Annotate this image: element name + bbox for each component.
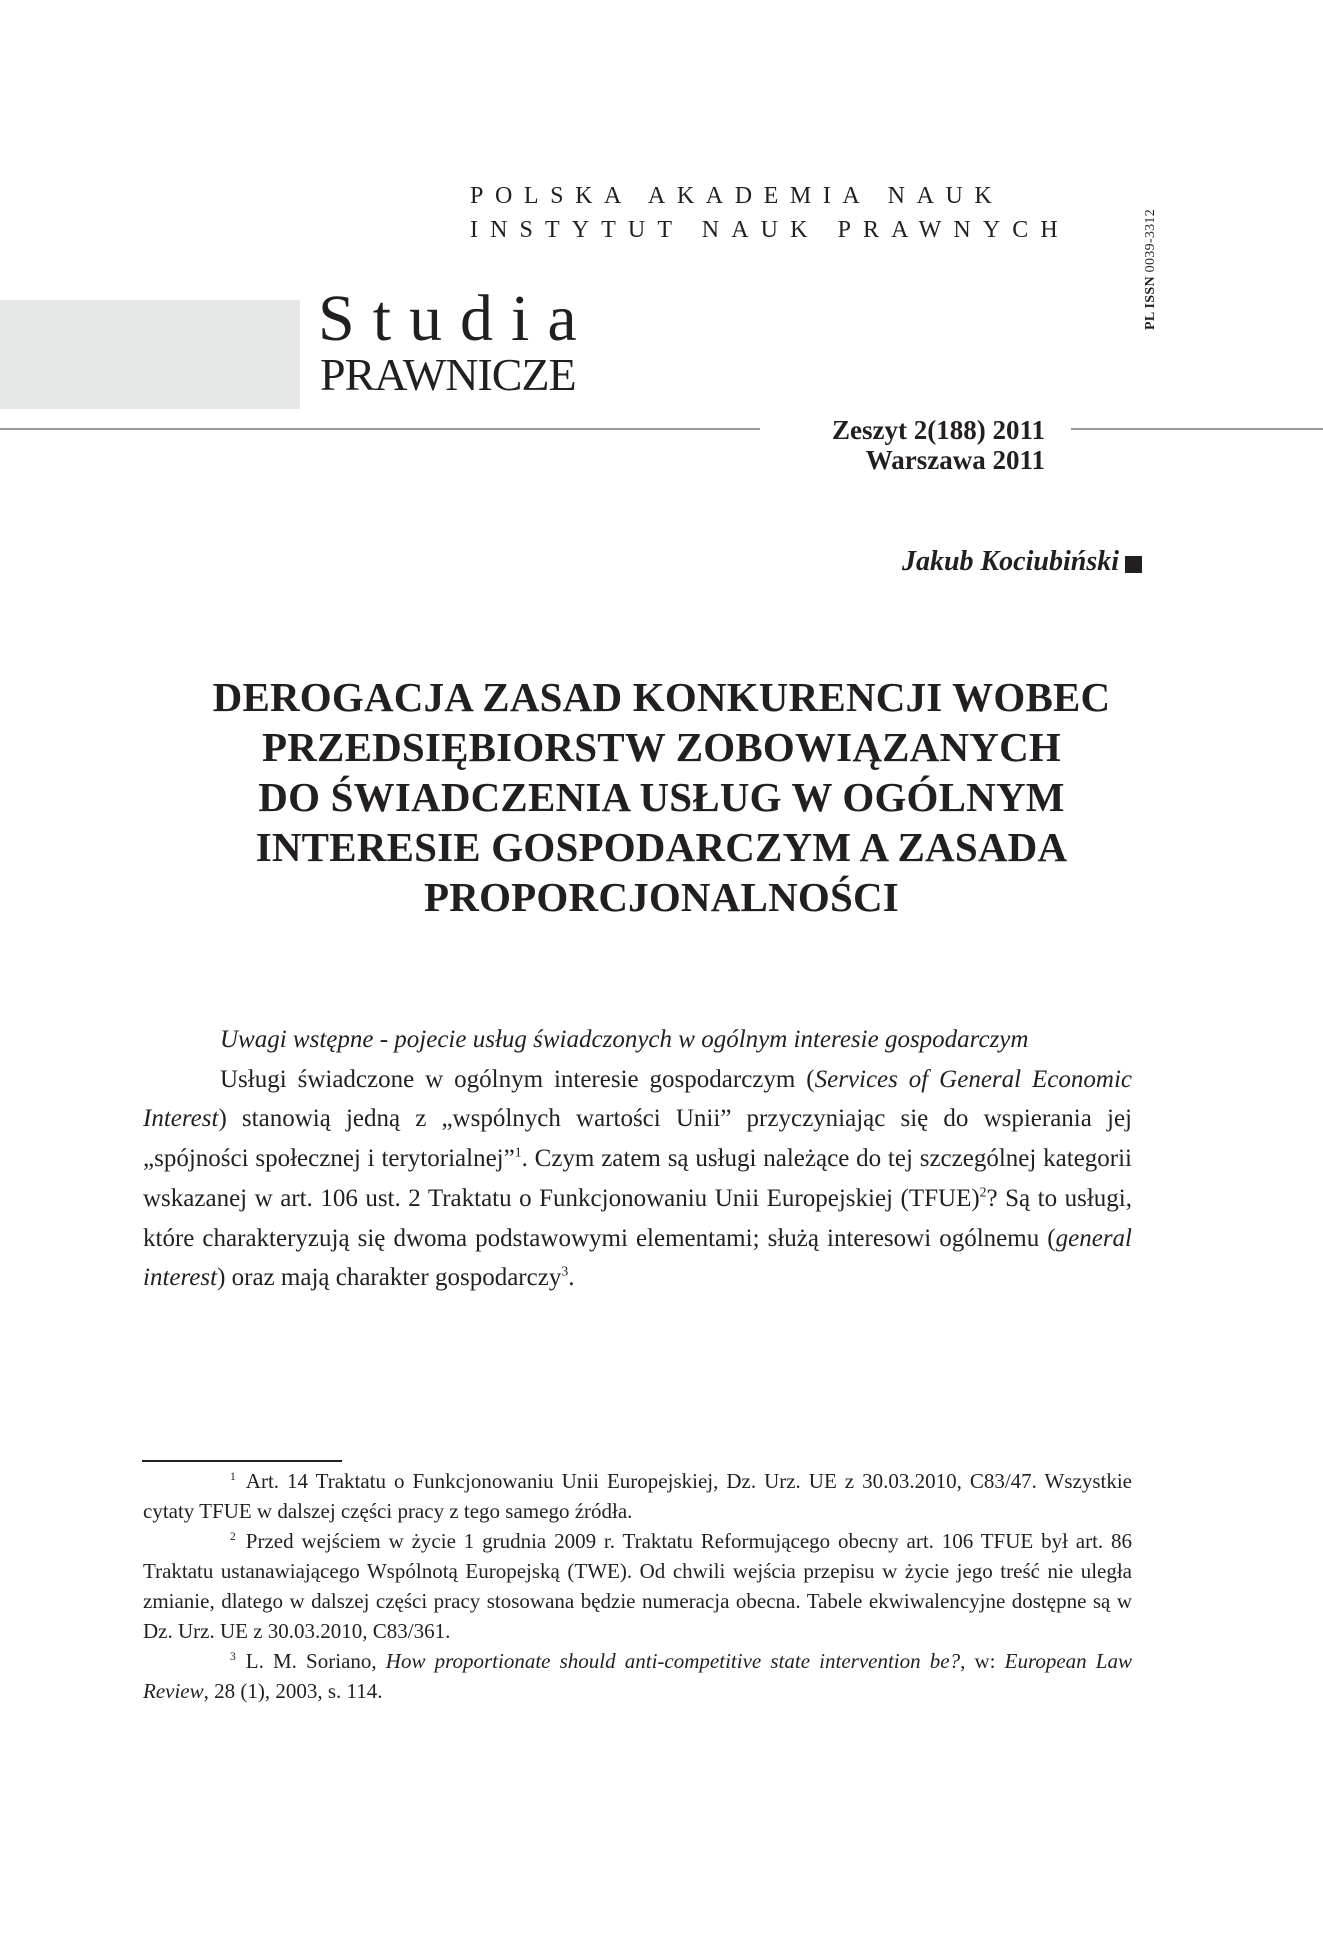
title-line: PROPORCJONALNOŚCI [424, 874, 899, 920]
footnote-number: 3 [230, 1650, 236, 1663]
author-name: Jakub Kociubiński [901, 546, 1119, 577]
body-text: . Czym zatem są usługi należące do tej szczególnej kategorii wskazanej w art. 106 ust. 2 Traktatu o Funkcjonowaniu Unii Europejskiej (TFUE) [143, 1145, 1133, 1212]
body-italic-term: general interest [143, 1224, 1132, 1292]
footnote [143, 1526, 1132, 1646]
body-text: . [568, 1264, 575, 1292]
footnote-text: L. M. Soriano, [245, 1649, 386, 1673]
footnote-text: , 28 (1), 2003, s. 114. [203, 1679, 383, 1703]
title-line: DO ŚWIADCZENIA USŁUG W OGÓLNYM [258, 774, 1065, 820]
footnote-ref[interactable]: 2 [979, 1184, 987, 1200]
footnote-ref[interactable]: 1 [514, 1144, 522, 1160]
article-body [143, 1020, 1132, 1298]
issue-number: Zeszyt 2(188) 2011 [832, 415, 1045, 445]
footnotes [143, 1466, 1132, 1706]
footnote-text: Przed wejściem w życie 1 grudnia 2009 r. Traktatu Reformującego obecny art. 106 TFUE był art. 86 Traktatu ustanawiającego Wspólnotą Europejską (TWE). Od chwili wejścia przepisu w życie jego treść nie uległa zmianie, dlatego w dalszej części pracy stosowana będzie numeracja obecna. Tabele ekwiwalencyjne dostępne są w Dz. Urz. UE z 30.03.2010, C83/361. [143, 1529, 1132, 1643]
body-text: ? Są to usługi, które charakteryzują się dwoma podstawowymi elementami; służą interesowi ogólnemu ( [143, 1184, 1132, 1252]
journal-subtitle: PRAWNICZE [320, 349, 576, 400]
body-text: ) oraz mają charakter gospodarczy [217, 1264, 562, 1292]
footnote-separator [142, 1460, 342, 1462]
issn-number: 0039-3312 [1143, 208, 1158, 273]
footnote-number: 2 [230, 1530, 236, 1543]
footnote [143, 1466, 1132, 1526]
body-italic-term: Services of General Economic Interest [143, 1065, 1132, 1133]
journal-title: Studia [318, 282, 595, 355]
footnote-text: Art. 14 Traktatu o Funkcjonowaniu Unii Europejskiej, Dz. Urz. UE z 30.03.2010, C83/47. Wszystkie cytaty TFUE w dalszej części pracy z tego samego źródła. [143, 1469, 1132, 1523]
decorative-gray-block [0, 300, 300, 409]
issue-place-year: Warszawa 2011 [865, 445, 1045, 475]
footnote-number: 1 [230, 1470, 236, 1483]
body-text: ) stanowią jedną z „wspólnych wartości Unii” przyczyniając się do wspierania jej „spójności społecznej i terytorialnej” [143, 1105, 1132, 1173]
issn-label [1144, 209, 1158, 330]
title-line: INTERESIE GOSPODARCZYM A ZASADA [255, 824, 1068, 870]
footnote-ref[interactable]: 3 [561, 1263, 569, 1279]
body-paragraph [143, 1060, 1132, 1298]
square-bullet-icon [1125, 556, 1142, 573]
section-heading: Uwagi wstępne - pojecie usług świadczonych w ogólnym interesie gospodarczym [220, 1026, 1029, 1053]
header-rule-left [0, 428, 760, 430]
footnote [143, 1646, 1132, 1706]
author-line [902, 548, 1142, 576]
footnote-text: , w: [960, 1649, 1005, 1673]
article-title [130, 672, 1193, 922]
title-line: PRZEDSIĘBIORSTW ZOBOWIĄZANYCH [261, 724, 1062, 770]
footnote-cited-title: How proportionate should anti-competitive state intervention be? [385, 1649, 961, 1673]
institute-name: INSTYTUT NAUK PRAWNYCH [470, 217, 1070, 243]
header-rule-right [1071, 428, 1323, 430]
institution-name: POLSKA AKADEMIA NAUK [470, 183, 1004, 209]
title-line: DEROGACJA ZASAD KONKURENCJI WOBEC [212, 674, 1111, 720]
body-text: Usługi świadczone w ogólnym interesie gospodarczym ( [220, 1065, 815, 1093]
footnote-journal: European Law Review [143, 1649, 1132, 1703]
issn-prefix: PL ISSN [1143, 276, 1158, 330]
